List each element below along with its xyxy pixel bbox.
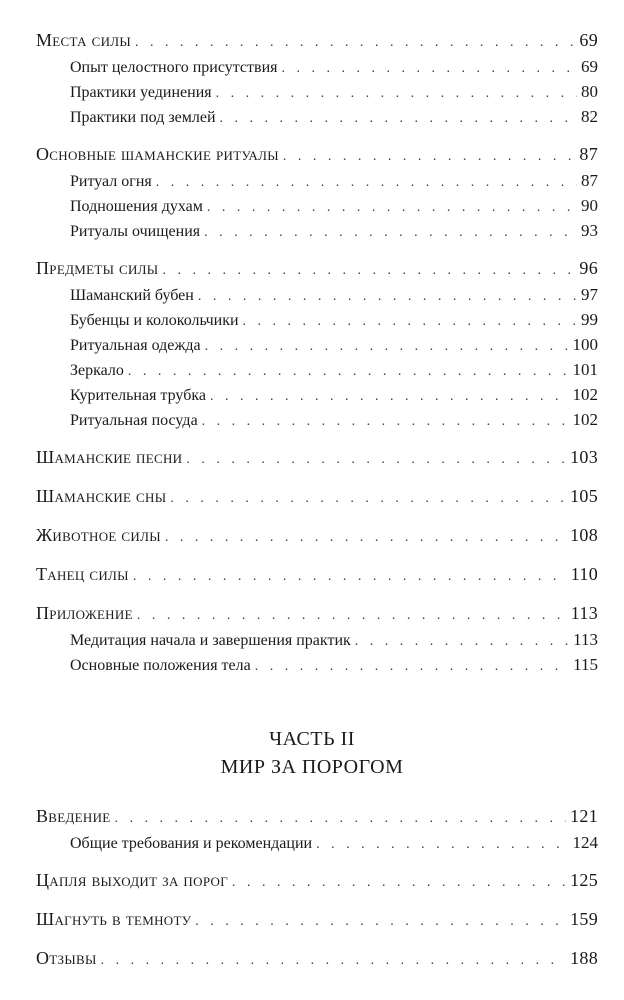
- toc-entry: [36, 867, 598, 894]
- toc-entry-page: 87: [579, 144, 598, 164]
- toc-entry: [36, 830, 598, 855]
- toc-entry: [36, 193, 598, 218]
- toc-entry-page: 108: [570, 525, 598, 545]
- toc-entry-title: Предметы силы: [36, 258, 159, 278]
- toc-entry-title: Медитация начала и завершения практик: [70, 632, 351, 649]
- toc-entry-page: 103: [570, 447, 598, 467]
- toc-entry-page: 188: [570, 948, 598, 968]
- leader-dots: [205, 334, 569, 359]
- toc-entry-page: 82: [581, 107, 598, 126]
- toc-entry-title: Зеркало: [70, 362, 124, 379]
- toc-entry: [36, 332, 598, 357]
- leader-dots: [195, 908, 566, 935]
- toc-entry-page: 87: [581, 171, 598, 190]
- leader-dots: [135, 29, 575, 56]
- toc-entry: [36, 561, 598, 588]
- toc-entry-title: Отзывы: [36, 948, 97, 968]
- toc-entry: [36, 218, 598, 243]
- toc-entry-title: Общие требования и рекомендации: [70, 835, 313, 852]
- leader-dots: [316, 832, 568, 857]
- leader-dots: [101, 947, 566, 974]
- toc-entry-title: Практики уединения: [70, 84, 212, 101]
- leader-dots: [137, 602, 567, 629]
- toc-entry-page: 125: [570, 870, 598, 890]
- part-title: МИР ЗА ПОРОГОМ: [220, 756, 404, 778]
- leader-dots: [255, 654, 569, 679]
- leader-dots: [133, 563, 567, 590]
- toc-entry-page: 121: [570, 806, 598, 826]
- leader-dots: [220, 106, 577, 131]
- toc-entry-title: Основные шаманские ритуалы: [36, 144, 279, 164]
- toc-entry-title: Шаманские сны: [36, 486, 167, 506]
- toc-entry-page: 99: [581, 310, 598, 329]
- toc-entry-title: Шагнуть в темноту: [36, 909, 192, 929]
- toc-entry-title: Курительная трубка: [70, 387, 206, 404]
- toc-entry-page: 96: [579, 258, 598, 278]
- leader-dots: [202, 409, 569, 434]
- leader-dots: [156, 170, 577, 195]
- toc-entry-title: Приложение: [36, 603, 133, 623]
- toc-entry-page: 69: [579, 30, 598, 50]
- toc-entry: [36, 54, 598, 79]
- toc-entry-title: Основные положения тела: [70, 657, 251, 674]
- toc-entry: [36, 945, 598, 972]
- leader-dots: [186, 446, 566, 473]
- toc-entry: [36, 600, 598, 627]
- leader-dots: [282, 56, 578, 81]
- toc-entry-title: Бубенцы и колокольчики: [70, 312, 239, 329]
- toc-entry: [36, 483, 598, 510]
- leader-dots: [207, 195, 577, 220]
- toc-entry: [36, 141, 598, 168]
- toc-entry: [36, 168, 598, 193]
- toc-entry-title: Введение: [36, 806, 111, 826]
- toc-entry-title: Места силы: [36, 30, 132, 50]
- toc-entry: [36, 27, 598, 54]
- leader-dots: [170, 485, 566, 512]
- toc-entry-title: Шаманский бубен: [70, 287, 194, 304]
- leader-dots: [210, 384, 569, 409]
- toc-entry-title: Ритуальная посуда: [70, 412, 198, 429]
- toc-entry-page: 100: [572, 335, 598, 354]
- toc-part-2: [36, 803, 598, 972]
- toc-entry: [36, 652, 598, 677]
- toc-entry-page: 115: [573, 655, 598, 674]
- toc-entry-title: Практики под землей: [70, 109, 216, 126]
- leader-dots: [283, 143, 575, 170]
- toc-entry: [36, 79, 598, 104]
- leader-dots: [115, 805, 567, 832]
- toc-entry-page: 110: [570, 564, 598, 584]
- toc-entry-title: Цапля выходит за порог: [36, 870, 229, 890]
- toc-part-1: [36, 27, 598, 677]
- leader-dots: [355, 629, 569, 654]
- toc-entry-page: 101: [572, 360, 598, 379]
- leader-dots: [243, 309, 577, 334]
- toc-entry-title: Ритуалы очищения: [70, 223, 201, 240]
- leader-dots: [162, 257, 575, 284]
- toc-entry-page: 159: [570, 909, 598, 929]
- leader-dots: [165, 524, 566, 551]
- toc-entry-page: 80: [581, 82, 598, 101]
- toc-entry: [36, 104, 598, 129]
- toc-entry: [36, 307, 598, 332]
- toc-entry: [36, 803, 598, 830]
- toc-entry-title: Танец силы: [36, 564, 129, 584]
- toc-entry: [36, 255, 598, 282]
- toc-entry-page: 102: [572, 385, 598, 404]
- toc-entry-page: 69: [581, 57, 598, 76]
- leader-dots: [216, 81, 577, 106]
- leader-dots: [128, 359, 569, 384]
- toc-entry-page: 124: [572, 833, 598, 852]
- toc-entry-title: Животное силы: [36, 525, 161, 545]
- toc-entry: [36, 906, 598, 933]
- toc-entry-page: 105: [570, 486, 598, 506]
- toc-entry-title: Опыт целостного присутствия: [70, 59, 278, 76]
- toc-entry: [36, 444, 598, 471]
- toc-entry-title: Подношения духам: [70, 198, 203, 215]
- toc-entry: [36, 382, 598, 407]
- toc-entry-title: Шаманские песни: [36, 447, 183, 467]
- toc-entry-title: Ритуальная одежда: [70, 337, 201, 354]
- toc-entry-page: 93: [581, 221, 598, 240]
- leader-dots: [232, 869, 566, 896]
- leader-dots: [198, 284, 577, 309]
- toc-entry-page: 97: [581, 285, 598, 304]
- toc-entry-page: 113: [573, 630, 598, 649]
- toc-entry-page: 102: [572, 410, 598, 429]
- part-label: ЧАСТЬ II: [269, 728, 355, 750]
- toc-entry: [36, 357, 598, 382]
- toc-entry-page: 90: [581, 196, 598, 215]
- toc-entry: [36, 282, 598, 307]
- leader-dots: [204, 220, 577, 245]
- toc-entry: [36, 627, 598, 652]
- toc-entry: [36, 407, 598, 432]
- toc-entry-page: 113: [570, 603, 598, 623]
- toc-entry-title: Ритуал огня: [70, 173, 152, 190]
- toc-entry: [36, 522, 598, 549]
